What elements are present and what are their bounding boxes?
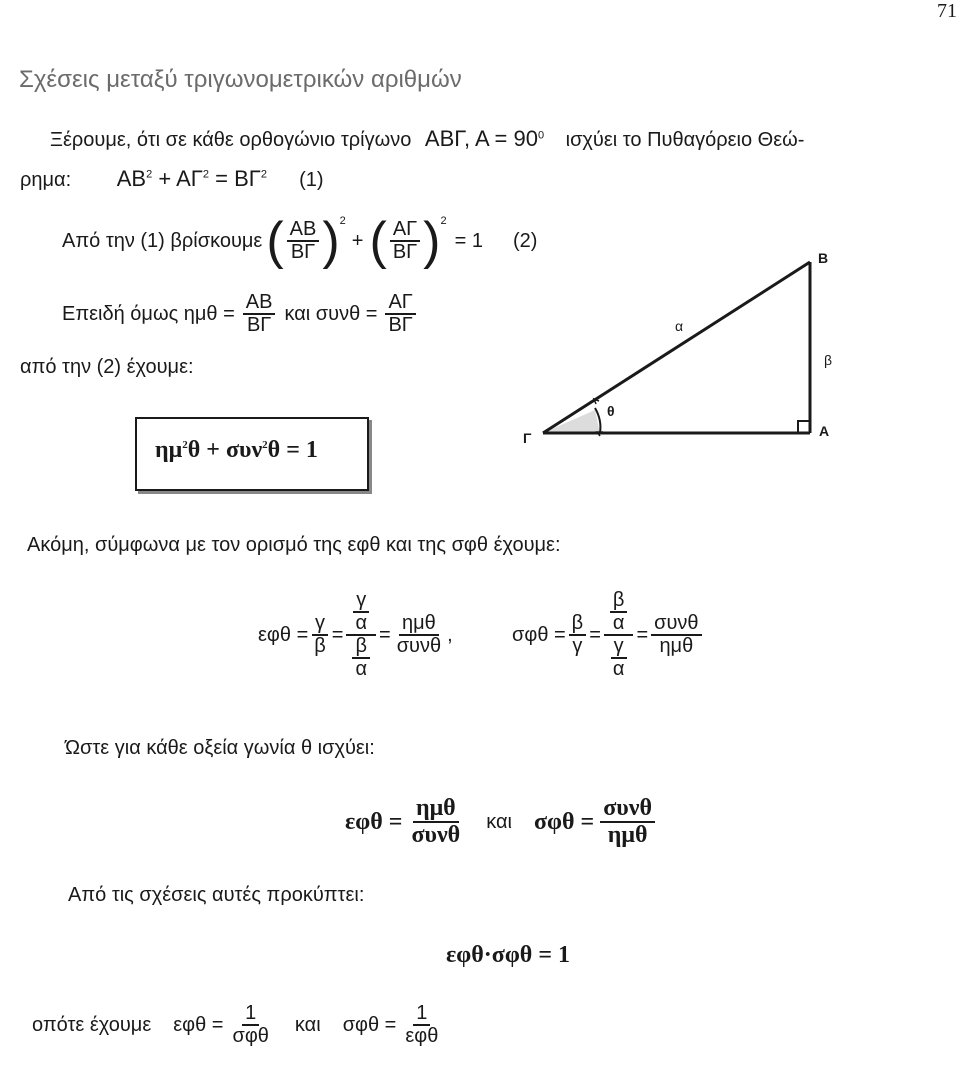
frac-num: συνθ	[600, 796, 655, 823]
paren-close-1: )	[322, 212, 340, 270]
final-and: και	[294, 1013, 321, 1036]
frac-den: α	[612, 658, 625, 680]
final-prefix: οπότε έχουμε	[32, 1013, 152, 1036]
pyth-bg: = ΒΓ	[215, 166, 261, 191]
frac-den: εφθ	[405, 1025, 439, 1047]
frac-den: ΒΓ	[290, 241, 316, 263]
frac-num: γ	[312, 613, 328, 636]
cot-eq-2: =	[636, 623, 649, 646]
plus-sign: +	[351, 229, 364, 252]
frac-den: ΒΓ	[392, 241, 418, 263]
frac-num: γ	[353, 590, 369, 613]
frac-den: ημθ	[607, 822, 648, 849]
step4-text: Ώστε για κάθε οξεία γωνία θ ισχύει:	[65, 737, 375, 759]
pythagorean-equation	[117, 166, 273, 191]
square-1: 2	[339, 215, 346, 227]
fraction-one-tan	[402, 1003, 441, 1047]
frac-num: ΑΒ	[243, 292, 276, 315]
side-b-label: β	[824, 352, 833, 368]
fraction-g-a	[352, 590, 370, 634]
frac-den: β	[314, 635, 326, 657]
frac-num: ΑΓ	[385, 292, 415, 315]
compound-fraction	[346, 590, 376, 680]
compound-num	[604, 590, 634, 636]
paren-open-2: (	[369, 212, 387, 270]
identity-a: ημ	[155, 437, 183, 463]
fraction-sin-cos	[394, 613, 444, 657]
frac-den: ΒΓ	[246, 314, 272, 336]
cot-eq-1: =	[589, 623, 601, 646]
compound-den	[346, 636, 376, 680]
step5-text: Από τις σχέσεις αυτές προκύπτει:	[68, 884, 365, 906]
right-angle-mark	[798, 421, 810, 433]
frac-den: σφθ	[232, 1025, 269, 1047]
and-word: και	[486, 810, 512, 833]
compound-num	[346, 590, 376, 636]
fraction-cos-sin	[651, 613, 701, 657]
tan-derivation	[258, 590, 453, 680]
frac-num: β	[352, 636, 370, 659]
fraction-g-b	[311, 613, 329, 657]
step2-mid: και συνθ =	[284, 302, 378, 325]
tan-eq-1: =	[331, 623, 344, 646]
compound-den	[604, 636, 634, 680]
frac-den: ΒΓ	[388, 314, 413, 336]
fraction-tan-result	[408, 796, 463, 848]
tan-result-lhs: εφθ =	[345, 808, 403, 835]
page-number: 71	[937, 0, 957, 22]
final-tan-lhs: εφθ =	[173, 1013, 224, 1036]
final-line	[32, 1003, 444, 1047]
fraction-ag-bg	[390, 219, 420, 263]
cot-result-lhs: σφθ =	[533, 808, 595, 835]
fraction-g-a	[610, 636, 628, 680]
frac-den: συνθ	[411, 822, 461, 849]
frac-num: β	[569, 613, 587, 636]
fraction-one-cot	[229, 1003, 271, 1047]
frac-num: γ	[611, 636, 627, 659]
intro-text-b: ισχύει το Πυθαγόρειο Θεώ-	[565, 129, 805, 151]
equation-label-1: (1)	[299, 169, 324, 191]
intro-line-2	[20, 166, 324, 192]
frac-den: γ	[572, 635, 583, 657]
page-title: Σχέσεις μεταξύ τριγωνομετρικών αριθμών	[19, 66, 462, 93]
frac-num: ΑΒ	[287, 219, 320, 242]
frac-num: ημθ	[413, 796, 459, 823]
identity-formula	[155, 437, 318, 464]
degree-sign: 0	[537, 129, 545, 142]
frac-den: ημθ	[659, 635, 694, 657]
fraction-b-g	[569, 613, 587, 657]
step2-line-2: από την (2) έχουμε:	[20, 356, 194, 378]
pyth-ag: + ΑΓ	[158, 166, 203, 191]
frac-num: β	[610, 590, 628, 613]
compound-fraction	[604, 590, 634, 680]
paren-open-1: (	[266, 212, 284, 270]
frac-den: συνθ	[396, 635, 442, 657]
frac-num: ημθ	[399, 613, 439, 636]
square-2: 2	[440, 215, 447, 227]
triangle-abg: ΑΒΓ, Α = 90	[424, 126, 538, 151]
theta-label: θ	[607, 403, 615, 419]
step1-line	[62, 212, 538, 270]
fraction-b-a	[352, 636, 370, 680]
fraction-sin	[243, 292, 276, 336]
intro-rima: ρημα:	[20, 169, 72, 191]
intro-text-a: Ξέρουμε, ότι σε κάθε ορθογώνιο τρίγωνο	[50, 129, 412, 151]
identity-sq-1: 2	[182, 439, 188, 451]
step1-prefix: Από την (1) βρίσκουμε	[62, 229, 263, 252]
frac-den: α	[355, 658, 368, 680]
frac-den: α	[612, 612, 625, 634]
paren-close-2: )	[423, 212, 441, 270]
cot-lhs: σφθ =	[512, 623, 566, 646]
hypotenuse-a	[543, 262, 810, 433]
pyth-sq-3: 2	[260, 168, 268, 181]
vertex-g-label: Γ	[523, 430, 532, 446]
equation-label-2: (2)	[512, 229, 538, 252]
step2-line	[62, 292, 419, 336]
fraction-cos	[385, 292, 415, 336]
intro-line-1	[50, 126, 804, 152]
step3-text: Ακόμη, σύμφωνα με τον ορισμό της εφθ και της σφθ έχουμε:	[27, 534, 561, 556]
comma: ,	[447, 623, 453, 646]
vertex-b-label: Β	[818, 250, 829, 266]
identity-b: θ + συν	[187, 437, 263, 463]
result-product: εφθ·σφθ = 1	[446, 942, 570, 968]
side-a-label: α	[675, 318, 684, 334]
cot-derivation	[512, 590, 705, 680]
frac-num: 1	[413, 1003, 430, 1026]
vertex-a-label: Α	[819, 423, 830, 439]
identity-sq-2: 2	[262, 439, 268, 451]
tan-lhs: εφθ =	[258, 623, 309, 646]
fraction-b-a	[610, 590, 628, 634]
final-cot-lhs: σφθ =	[342, 1013, 397, 1036]
pyth-sq-2: 2	[202, 168, 209, 181]
tan-eq-2: =	[379, 623, 391, 646]
result-tan-cot	[345, 796, 658, 848]
fraction-ab-bg	[287, 219, 320, 263]
frac-den: α	[355, 612, 368, 634]
pyth-ab: ΑΒ	[116, 166, 147, 191]
equals-one: = 1	[454, 229, 483, 252]
fraction-cot-result	[600, 796, 655, 848]
pyth-sq-1: 2	[146, 168, 153, 181]
frac-num: ΑΓ	[390, 219, 420, 242]
frac-num: συνθ	[651, 613, 701, 636]
frac-num: 1	[242, 1003, 259, 1026]
right-triangle-diagram	[500, 240, 860, 460]
step2-prefix: Επειδή όμως ημθ =	[62, 302, 235, 325]
identity-c: θ = 1	[267, 437, 318, 463]
